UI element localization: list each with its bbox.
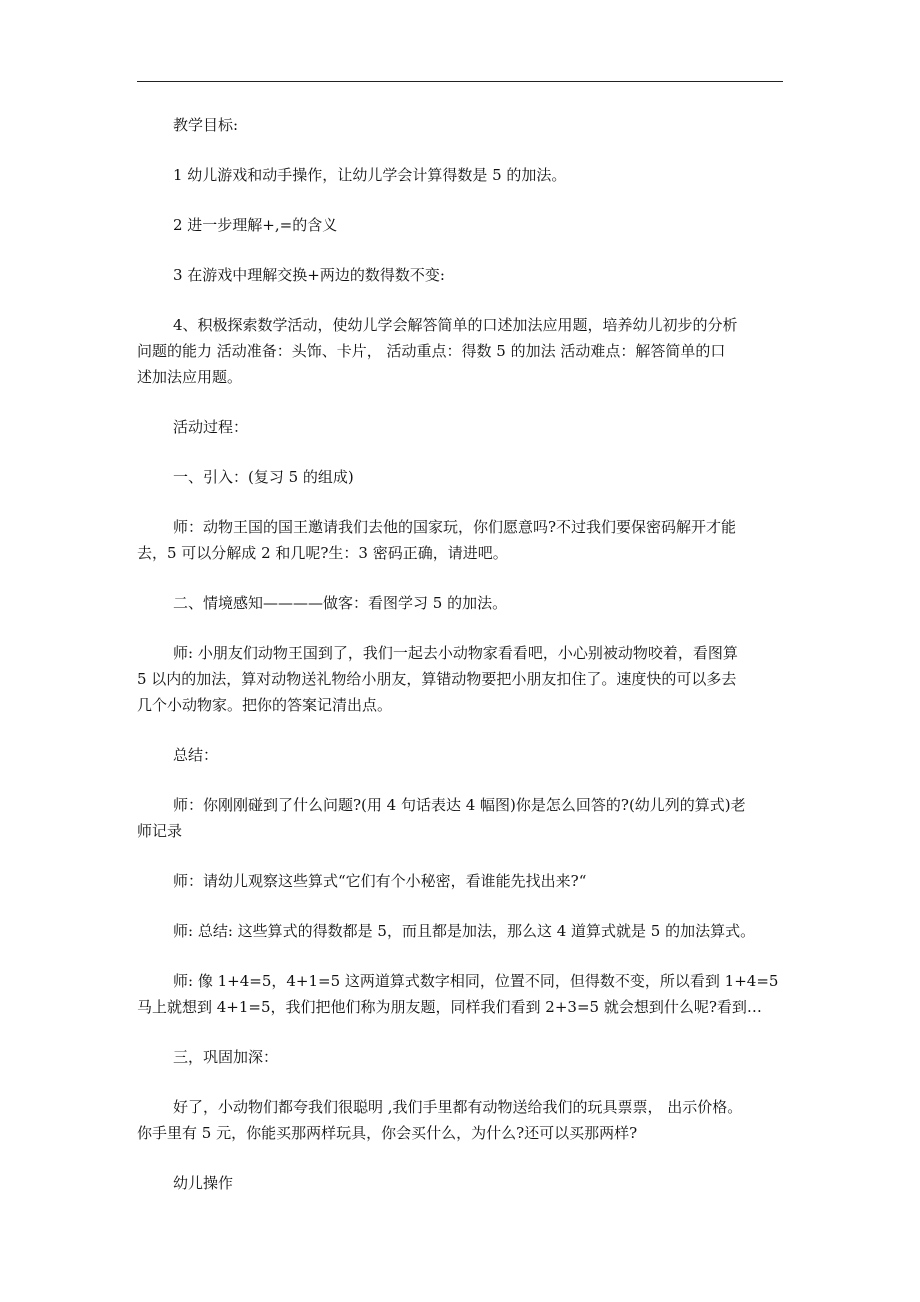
- text-line: 你手里有 5 元，你能买那两样玩具，你会买什么，为什么?还可以买那两样?: [137, 1124, 638, 1142]
- paragraph: [137, 112, 783, 138]
- text-line: 问题的能力 活动准备：头饰、卡片， 活动重点：得数 5 的加法 活动难点：解答简单的口: [137, 342, 726, 360]
- text-line: 4、积极探索数学活动，使幼儿学会解答简单的口述加法应用题，培养幼儿初步的分析: [173, 316, 738, 334]
- text-line: 总结：: [173, 746, 219, 764]
- paragraph: [137, 262, 783, 288]
- text-line: 去，5 可以分解成 2 和几呢?生：3 密码正确，请进吧。: [137, 544, 508, 562]
- text-line: 5 以内的加法，算对动物送礼物给小朋友，算错动物要把小朋友扣住了。速度快的可以多去: [137, 670, 737, 688]
- paragraph: [137, 742, 783, 768]
- text-line: 一、引入：(复习 5 的组成): [173, 468, 354, 486]
- paragraph: [137, 514, 783, 566]
- paragraph: [137, 792, 783, 844]
- text-line: 师: 小朋友们动物王国到了，我们一起去小动物家看看吧，小心别被动物咬着，看图算: [173, 644, 738, 662]
- paragraph: [137, 414, 783, 440]
- document-body: [137, 112, 783, 1220]
- text-line: 3 在游戏中理解交换+两边的数得数不变:: [173, 266, 445, 284]
- text-line: 师记录: [137, 822, 183, 840]
- text-line: 1 幼儿游戏和动手操作，让幼儿学会计算得数是 5 的加法。: [173, 166, 567, 184]
- paragraph: [137, 1094, 783, 1146]
- text-line: 师：请幼儿观察这些算式“它们有个小秘密，看谁能先找出来?“: [173, 872, 587, 890]
- text-line: 师: 总结: 这些算式的得数都是 5，而且都是加法，那么这 4 道算式就是 5 的加法算式。: [173, 922, 756, 940]
- text-line: 师：你刚刚碰到了什么问题?(用 4 句话表达 4 幅图)你是怎么回答的?(幼儿列的算式)老: [173, 796, 746, 814]
- paragraph: [137, 968, 783, 1020]
- paragraph: [137, 1170, 783, 1196]
- paragraph: [137, 640, 783, 718]
- text-line: 好了，小动物们都夸我们很聪明 ,我们手里都有动物送给我们的玩具票票， 出示价格。: [173, 1098, 743, 1116]
- text-line: 马上就想到 4+1=5，我们把他们称为朋友题，同样我们看到 2+3=5 就会想到什么呢?看到…: [137, 998, 762, 1016]
- text-line: 教学目标:: [173, 116, 239, 134]
- paragraph: [137, 590, 783, 616]
- paragraph: [137, 868, 783, 894]
- paragraph: [137, 918, 783, 944]
- text-line: 几个小动物家。把你的答案记清出点。: [137, 696, 393, 714]
- text-line: 师：动物王国的国王邀请我们去他的国家玩，你们愿意吗?不过我们要保密码解开才能: [173, 518, 737, 536]
- text-line: 2 进一步理解+,=的含义: [173, 216, 338, 234]
- header-rule: [137, 81, 783, 82]
- text-line: 述加法应用题。: [137, 368, 243, 386]
- paragraph: [137, 162, 783, 188]
- paragraph: [137, 212, 783, 238]
- text-line: 活动过程：: [173, 418, 249, 436]
- text-line: 二、情境感知————做客：看图学习 5 的加法。: [173, 594, 508, 612]
- text-line: 幼儿操作: [173, 1174, 234, 1192]
- paragraph: [137, 312, 783, 390]
- text-line: 师: 像 1+4=5，4+1=5 这两道算式数字相同，位置不同，但得数不变，所以看到 1+4=5: [173, 972, 779, 990]
- text-line: 三，巩固加深：: [173, 1048, 279, 1066]
- paragraph: [137, 1044, 783, 1070]
- paragraph: [137, 464, 783, 490]
